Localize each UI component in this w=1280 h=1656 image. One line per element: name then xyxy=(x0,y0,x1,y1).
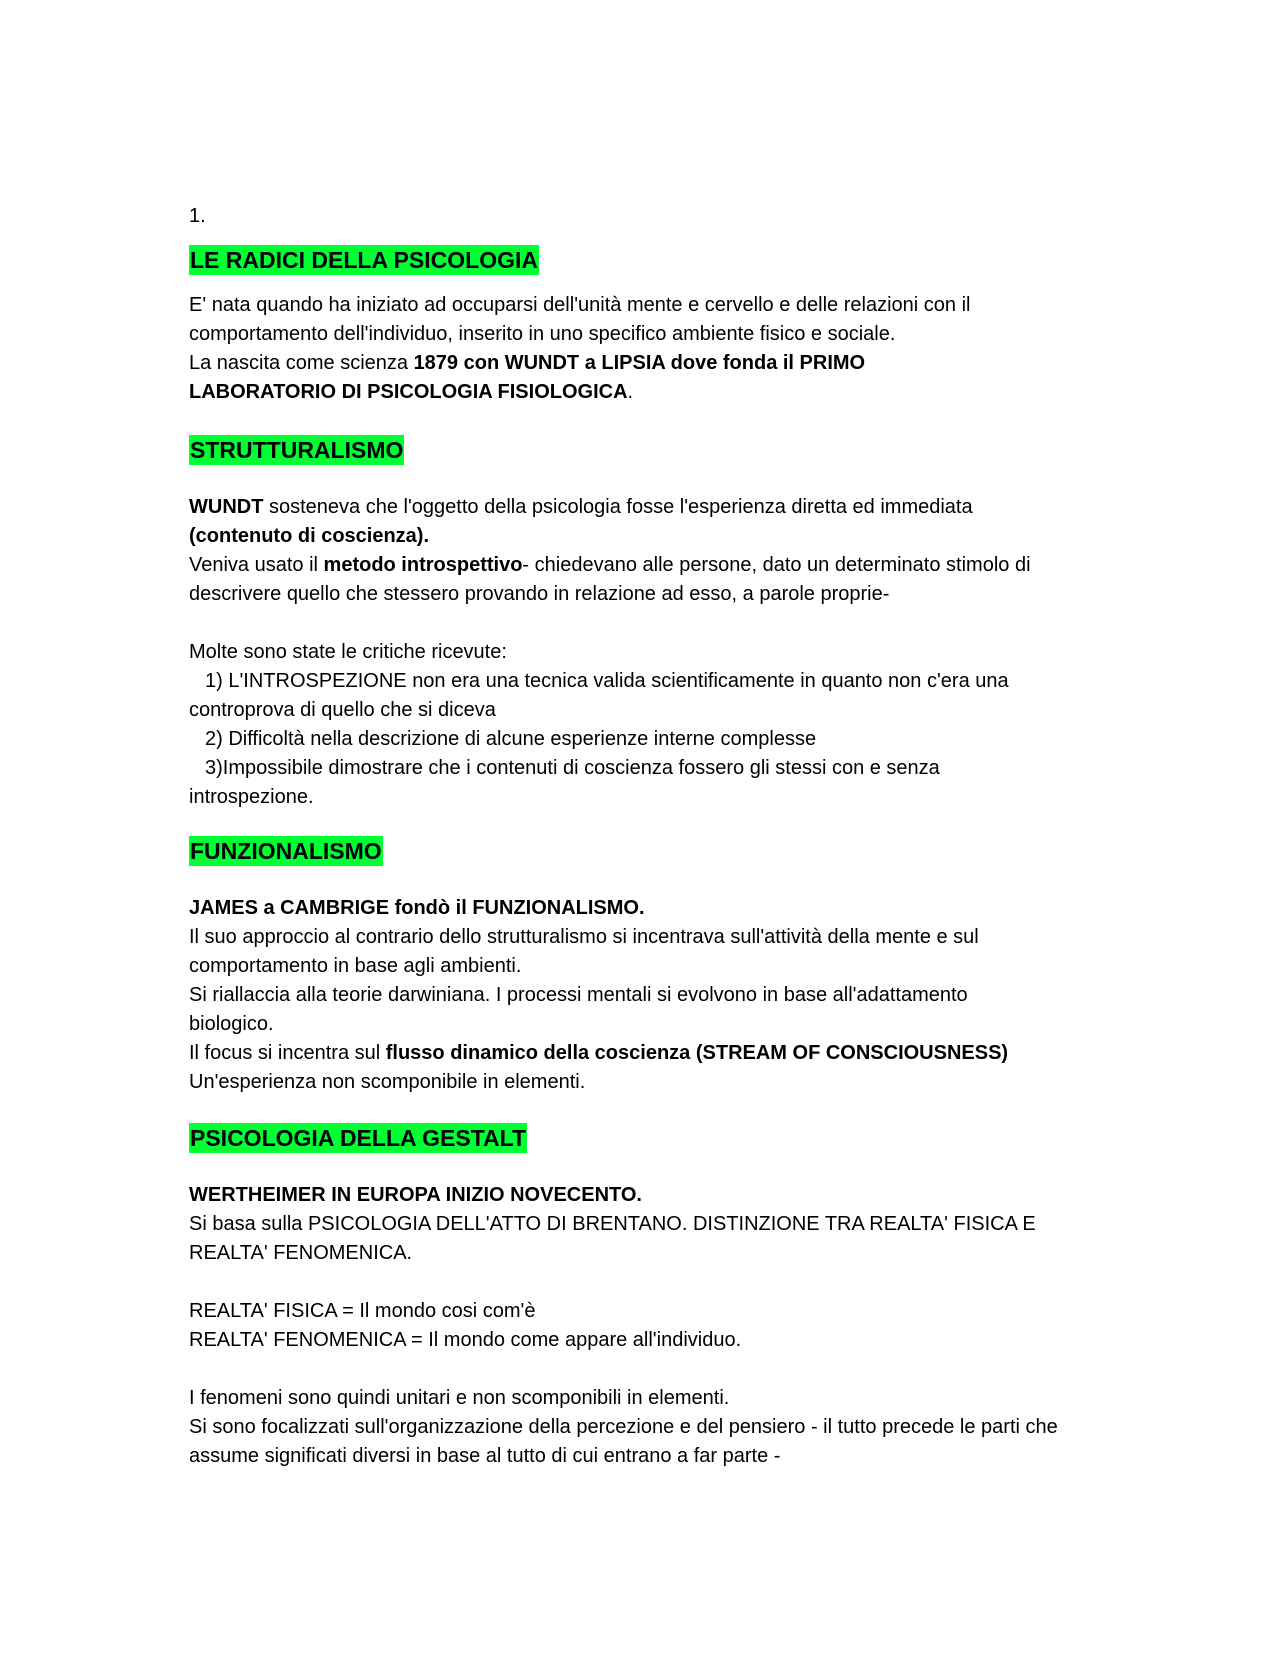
critica-item-3-cont: introspezione. xyxy=(189,786,314,808)
gestalt-paragraph-6: Si sono focalizzati sull'organizzazione della percezione e del pensiero - il tutto precede le parti che assume significati diversi in base al tutto di cui entrano a far parte - xyxy=(189,1416,1058,1467)
funzionalismo-p4-text: Il focus si incentra sul xyxy=(189,1042,386,1064)
critiche-intro: Molte sono state le critiche ricevute: xyxy=(189,641,507,663)
page-number: 1. xyxy=(189,205,206,227)
funzionalismo-paragraph-5: Un'esperienza non scomponibile in elementi. xyxy=(189,1071,586,1093)
critica-item-1: 1) L'INTROSPEZIONE non era una tecnica valida scientificamente in quanto non c'era una xyxy=(205,670,1009,692)
gestalt-p1-bold: WERTHEIMER IN EUROPA INIZIO NOVECENTO. xyxy=(189,1184,642,1206)
radici-paragraph-1: E' nata quando ha iniziato ad occuparsi dell'unità mente e cervello e delle relazioni con il comportamento dell'individuo, inserito in uno specifico ambiente fisico e sociale. xyxy=(189,294,971,345)
critica-item-3: 3)Impossibile dimostrare che i contenuti di coscienza fossero gli stessi con e senza xyxy=(205,757,940,779)
funzionalismo-paragraph-3: Si riallaccia alla teorie darwiniana. I processi mentali si evolvono in base all'adattamento biologico. xyxy=(189,984,968,1035)
gestalt-paragraph-2: Si basa sulla PSICOLOGIA DELL'ATTO DI BRENTANO. DISTINZIONE TRA REALTA' FISICA E REALTA' FENOMENICA. xyxy=(189,1213,1036,1264)
strutturalismo-p1-bold: WUNDT xyxy=(189,496,264,518)
radici-p2-bold: 1879 con WUNDT a LIPSIA dove fonda il PRIMO LABORATORIO DI PSICOLOGIA FISIOLOGICA xyxy=(189,352,866,403)
gestalt-paragraph-5: I fenomeni sono quindi unitari e non scomponibili in elementi. xyxy=(189,1387,730,1409)
radici-p2-text: La nascita come scienza xyxy=(189,352,414,374)
gestalt-paragraph-1 xyxy=(189,1181,1089,1210)
section-heading-radici: LE RADICI DELLA PSICOLOGIA xyxy=(190,247,538,273)
funzionalismo-p1-bold: JAMES a CAMBRIGE fondò il FUNZIONALISMO. xyxy=(189,897,645,919)
radici-p2-end: . xyxy=(627,381,634,403)
section-heading-strutturalismo: STRUTTURALISMO xyxy=(190,437,404,463)
section-heading-funzionalismo: FUNZIONALISMO xyxy=(190,838,382,864)
section-strutturalismo-heading-block xyxy=(189,435,1089,467)
funzionalismo-paragraph-1 xyxy=(189,894,1089,923)
strutturalismo-p1-bold2: (contenuto di coscienza). xyxy=(189,525,430,547)
document-page xyxy=(189,202,1089,1471)
section-gestalt-heading-block xyxy=(189,1123,1089,1155)
strutturalismo-p2-end: - chiedevano alle persone, dato un determinato stimolo di descrivere quello che stessero provando in relazione ad esso, a parole proprie- xyxy=(189,554,1031,605)
gestalt-paragraph-4: REALTA' FENOMENICA = Il mondo come appare all'individuo. xyxy=(189,1329,742,1351)
critica-item-1-cont: controprova di quello che si diceva xyxy=(189,699,496,721)
critica-item-2: 2) Difficoltà nella descrizione di alcune esperienze interne complesse xyxy=(205,728,817,750)
strutturalismo-p2-bold: metodo introspettivo xyxy=(323,554,523,576)
strutturalismo-p1-text: sosteneva che l'oggetto della psicologia fosse l'esperienza diretta ed immediata xyxy=(263,496,973,518)
strutturalismo-paragraph-2 xyxy=(189,551,1049,609)
section-heading-gestalt: PSICOLOGIA DELLA GESTALT xyxy=(190,1125,527,1151)
gestalt-paragraph-3: REALTA' FISICA = Il mondo cosi com'è xyxy=(189,1300,536,1322)
section-radici-heading-block xyxy=(189,245,1089,277)
strutturalismo-paragraph-1 xyxy=(189,493,1089,522)
funzionalismo-paragraph-4 xyxy=(189,1039,1089,1068)
radici-paragraph-2 xyxy=(189,349,1009,407)
section-funzionalismo-heading-block xyxy=(189,836,1089,868)
strutturalismo-paragraph-1b xyxy=(189,522,1089,551)
funzionalismo-paragraph-2: Il suo approccio al contrario dello strutturalismo si incentrava sull'attività della mente e sul comportamento in base agli ambienti. xyxy=(189,926,979,977)
strutturalismo-p2-text: Veniva usato il xyxy=(189,554,324,576)
funzionalismo-p4-bold: flusso dinamico della coscienza (STREAM OF CONSCIOUSNESS) xyxy=(385,1042,1009,1064)
